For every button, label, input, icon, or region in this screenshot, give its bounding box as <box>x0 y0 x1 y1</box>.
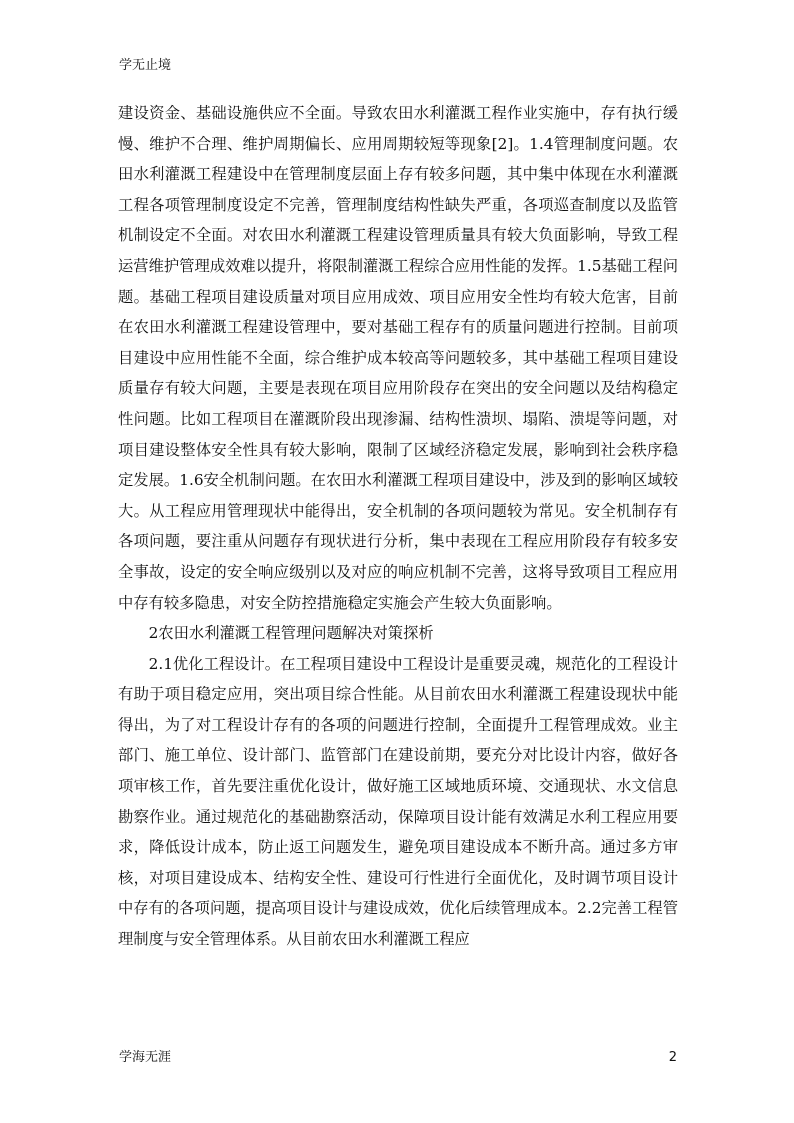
page-number: 2 <box>668 1050 677 1065</box>
document-body <box>118 98 678 955</box>
paragraph-section-2-1: 2.1优化工程设计。在工程项目建设中工程设计是重要灵魂，规范化的工程设计有助于项目稳定应用，突出项目综合性能。从目前农田水利灌溉工程建设现状中能得出，为了对工程设计存有的各项的问题进行控制，全面提升工程管理成效。业主部门、施工单位、设计部门、监管部门在建设前期，要充分对比设计内容，做好各项审核工作，首先要注重优化设计，做好施工区域地质环境、交通现状、水文信息勘察作业。通过规范化的基础勘察活动，保障项目设计能有效满足水利工程应用要求，降低设计成本，防止返工问题发生，避免项目建设成本不断升高。通过多方审核，对项目建设成本、结构安全性、建设可行性进行全面优化，及时调节项目设计中存有的各项问题，提高项目设计与建设成效，优化后续管理成本。2.2完善工程管理制度与安全管理体系。从目前农田水利灌溉工程应 <box>118 654 678 949</box>
paragraph-continued: 建设资金、基础设施供应不全面。导致农田水利灌溉工程作业实施中，存有执行缓慢、维护不合理、维护周期偏长、应用周期较短等现象[2]。1.4管理制度问题。农田水利灌溉工程建设中在管理制度层面上存有较多问题，其中集中体现在水利灌溉工程各项管理制度设定不完善，管理制度结构性缺失严重，各项巡查制度以及监管机制设定不全面。对农田水利灌溉工程建设管理质量具有较大负面影响，导致工程运营维护管理成效难以提升，将限制灌溉工程综合应用性能的发挥。1.5基础工程问题。基础工程项目建设质量对项目应用成效、项目应用安全性均有较大危害，目前在农田水利灌溉工程建设管理中，要对基础工程存有的质量问题进行控制。目前项目建设中应用性能不全面，综合维护成本较高等问题较多，其中基础工程项目建设质量存有较大问题，主要是表现在项目应用阶段存在突出的安全问题以及结构稳定性问题。比如工程项目在灌溉阶段出现渗漏、结构性溃坝、塌陷、溃堤等问题，对项目建设整体安全性具有较大影响，限制了区域经济稳定发展，影响到社会秩序稳定发展。1.6安全机制问题。在农田水利灌溉工程项目建设中，涉及到的影响区域较大。从工程应用管理现状中能得出，安全机制的各项问题较为常见。安全机制存有各项问题，要注重从问题存有现状进行分析，集中表现在工程应用阶段存有较多安全事故，设定的安全响应级别以及对应的响应机制不完善，这将导致项目工程应用中存有较多隐患，对安全防控措施稳定实施会产生较大负面影响。 <box>118 104 678 612</box>
page-footer-text: 学海无涯 <box>119 1050 172 1065</box>
page-header: 学无止境 <box>119 58 172 73</box>
section-heading: 2农田水利灌溉工程管理问题解决对策探析 <box>148 624 434 643</box>
